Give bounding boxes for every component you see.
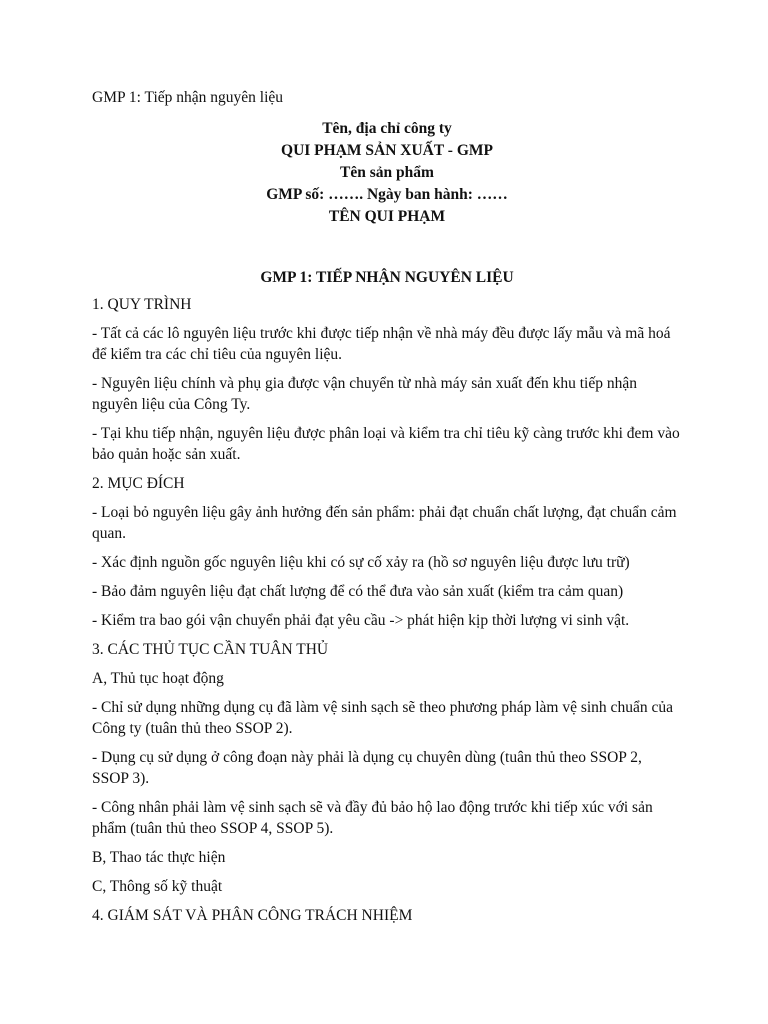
document-title: GMP 1: TIẾP NHẬN NGUYÊN LIỆU bbox=[260, 269, 514, 286]
paragraph: - Công nhân phải làm vệ sinh sạch sẽ và đầy đủ bảo hộ lao động trước khi tiếp xúc với sản phẩm (tuân thủ theo SSOP 4, SSOP 5). bbox=[92, 799, 653, 837]
paragraph: - Nguyên liệu chính và phụ gia được vận chuyển từ nhà máy sản xuất đến khu tiếp nhận nguyên liệu của Công Ty. bbox=[92, 375, 637, 413]
section-heading-procedures: 3. CÁC THỦ TỤC CẦN TUÂN THỦ bbox=[92, 641, 329, 658]
subsection-heading-b: B, Thao tác thực hiện bbox=[92, 849, 226, 866]
paragraph: - Loại bỏ nguyên liệu gây ảnh hưởng đến sản phẩm: phải đạt chuẩn chất lượng, đạt chuẩn cảm quan. bbox=[92, 504, 677, 542]
regulation-name-line: TÊN QUI PHẠM bbox=[328, 208, 446, 225]
document-header bbox=[92, 118, 682, 227]
document-top-line: GMP 1: Tiếp nhận nguyên liệu bbox=[92, 89, 284, 106]
paragraph: - Xác định nguồn gốc nguyên liệu khi có sự cố xảy ra (hồ sơ nguyên liệu được lưu trữ) bbox=[92, 554, 630, 571]
section-heading-procedure: 1. QUY TRÌNH bbox=[92, 296, 192, 313]
paragraph: - Kiểm tra bao gói vận chuyển phải đạt yêu cầu -> phát hiện kịp thời lượng vi sinh vật. bbox=[92, 612, 630, 629]
paragraph: - Bảo đảm nguyên liệu đạt chất lượng để có thể đưa vào sản xuất (kiểm tra cảm quan) bbox=[92, 583, 624, 600]
paragraph: - Tất cả các lô nguyên liệu trước khi được tiếp nhận về nhà máy đều được lấy mẫu và mã hoá để kiểm tra các chỉ tiêu của nguyên liệu. bbox=[92, 325, 671, 363]
document-body bbox=[92, 87, 682, 934]
paragraph: - Dụng cụ sử dụng ở công đoạn này phải là dụng cụ chuyên dùng (tuân thủ theo SSOP 2, SSOP 3). bbox=[92, 749, 642, 787]
paragraph: - Tại khu tiếp nhận, nguyên liệu được phân loại và kiểm tra chỉ tiêu kỹ càng trước khi đem vào bảo quản hoặc sản xuất. bbox=[92, 425, 680, 463]
subsection-heading-a: A, Thủ tục hoạt động bbox=[92, 670, 224, 687]
product-name-line: Tên sản phẩm bbox=[340, 164, 434, 181]
subsection-heading-c: C, Thông số kỹ thuật bbox=[92, 878, 223, 895]
regulation-type-line: QUI PHẠM SẢN XUẤT - GMP bbox=[281, 142, 493, 159]
section-heading-purpose: 2. MỤC ĐÍCH bbox=[92, 475, 185, 492]
paragraph: - Chỉ sử dụng những dụng cụ đã làm vệ sinh sạch sẽ theo phương pháp làm vệ sinh chuẩn của Công ty (tuân thủ theo SSOP 2). bbox=[92, 699, 673, 737]
section-heading-supervision: 4. GIÁM SÁT VÀ PHÂN CÔNG TRÁCH NHIỆM bbox=[92, 907, 413, 924]
company-name-line: Tên, địa chỉ công ty bbox=[322, 120, 452, 137]
gmp-number-date-line: GMP số: ……. Ngày ban hành: …… bbox=[266, 186, 508, 203]
